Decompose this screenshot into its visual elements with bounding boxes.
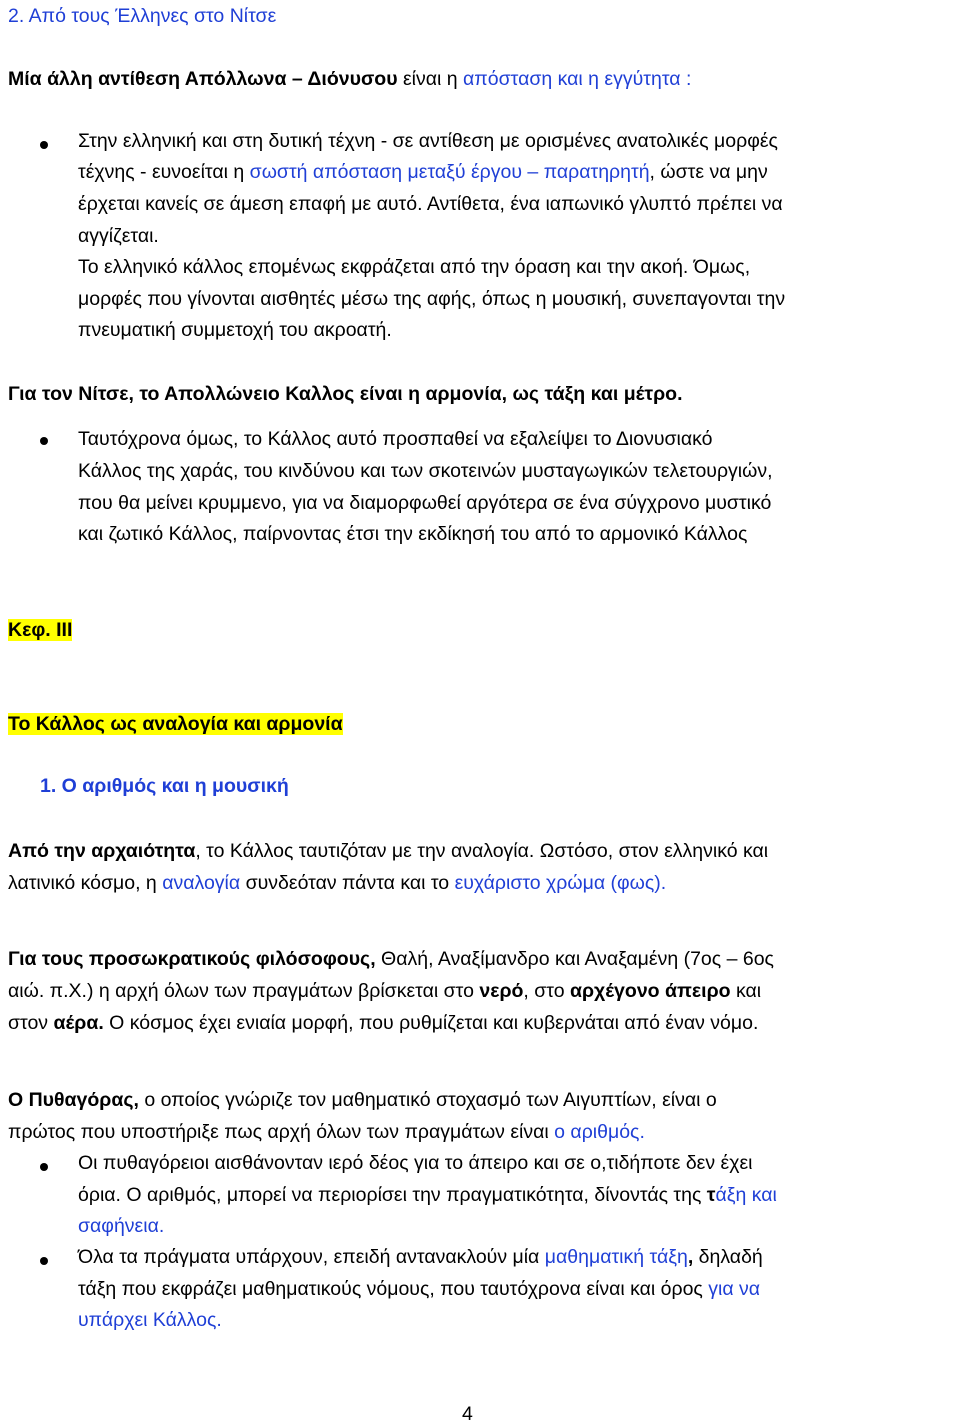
para1-line2 xyxy=(8,869,666,897)
bullet3-l2-a: όρια. Ο αριθμός, μπορεί να περιορίσει την πραγματικότητα, δίνοντάς της xyxy=(78,1184,707,1206)
para1-l2-c: συνδεόταν πάντα και το xyxy=(240,872,455,894)
para3-bold: Ο Πυθαγόρας, xyxy=(8,1089,139,1111)
bullet1-line4: αγγίζεται. xyxy=(78,225,159,247)
bullet1-line7: πνευματική συμμετοχή του ακροατή. xyxy=(78,319,392,341)
chapter-label xyxy=(8,616,72,644)
para2-l2-d: αρχέγονο άπειρο xyxy=(569,980,731,1002)
para1-l2-b: αναλογία xyxy=(162,872,241,894)
bullet3-l2-c: άξη και xyxy=(715,1184,777,1206)
bullet1-l2-a: τέχνης - ευνοείται η xyxy=(78,161,250,183)
bullet4-l1-a: Όλα τα πράγματα υπάρχουν, επειδή αντανακλούν μία xyxy=(78,1246,545,1268)
page-number: 4 xyxy=(462,1403,473,1425)
bullet4-line1 xyxy=(78,1243,763,1271)
bullet1-line1: Στην ελληνική και στη δυτική τέχνη - σε αντίθεση με ορισμένες ανατολικές μορφές xyxy=(78,130,778,152)
bullet4-line3: υπάρχει Κάλλος. xyxy=(78,1309,222,1331)
bullet4-line2 xyxy=(78,1275,760,1303)
para1-l2-a: λατινικό κόσμο, η xyxy=(8,872,163,894)
intro-lead: Μία άλλη αντίθεση Απόλλωνα – Διόνυσου xyxy=(8,68,398,90)
bullet2-line4: και ζωτικό Κάλλος, παίρνοντας έτσι την εκδίκησή του από το αρμονικό Κάλλος xyxy=(78,523,748,545)
para2-l2-b: νερό xyxy=(479,980,524,1002)
chapter-text: Κεφ. ΙΙΙ xyxy=(8,619,73,641)
para2-l3-b: αέρα. xyxy=(53,1012,104,1034)
para2-l2-a: αιώ. π.Χ.) η αρχή όλων των πραγμάτων βρίσκεται στο xyxy=(8,980,480,1002)
para1-line1 xyxy=(8,837,768,865)
intro-middle: είναι η xyxy=(397,68,464,90)
para2-l2-c: , στο xyxy=(523,980,570,1002)
bullet4-l1-b: μαθηματική τάξη xyxy=(544,1246,688,1268)
para3-l2-a: πρώτος που υποστήριξε πως αρχή όλων των πραγμάτων είναι xyxy=(8,1121,555,1143)
para2-line3 xyxy=(8,1009,758,1037)
bullet4-l1-d: δηλαδή xyxy=(693,1246,763,1268)
para2-line1 xyxy=(8,945,774,973)
para2-bold1: Για τους προσωκρατικούς φιλόσοφους, xyxy=(8,948,376,970)
bullet1-l2-b: σωστή απόσταση μεταξύ έργου – παρατηρητή xyxy=(249,161,650,183)
para3-l2-b: ο αριθμός. xyxy=(554,1121,645,1143)
bullet3-line2 xyxy=(78,1181,777,1209)
bullet4-l2-a: τάξη που εκφράζει μαθηματικούς νόμους, που ταυτόχρονα είναι και όρος xyxy=(78,1278,709,1300)
para2-l3-a: στον xyxy=(8,1012,54,1034)
bullet1-line6: μορφές που γίνονται αισθητές μέσω της αφής, όπως η μουσική, συνεπαγονται την xyxy=(78,288,786,310)
para3-t1: ο οποίος γνώριζε τον μαθηματικό στοχασμό των Αιγυπτίων, είναι ο xyxy=(138,1089,717,1111)
bullet-marker xyxy=(40,1163,48,1171)
bullet2-line2: Κάλλος της χαράς, του κινδύνου και των σκοτεινών μυσταγωγικών τελετουργιών, xyxy=(78,460,773,482)
bullet-marker xyxy=(40,437,48,445)
bullet3-l2-b: τ xyxy=(706,1184,716,1206)
bullet3-line3: σαφήνεια. xyxy=(78,1215,165,1237)
para3-line1 xyxy=(8,1086,717,1114)
nietzsche-line: Για τον Νίτσε, το Απολλώνειο Καλλος είναι η αρμονία, ως τάξη και μέτρο. xyxy=(8,383,683,405)
bullet1-line5: Το ελληνικό κάλλος επομένως εκφράζεται από την όραση και την ακοή. Όμως, xyxy=(78,256,751,278)
bullet-marker xyxy=(40,141,48,149)
section-heading: 2. Από τους Έλληνες στο Νίτσε xyxy=(8,5,277,27)
bullet2-line1: Ταυτόχρονα όμως, το Κάλλος αυτό προσπαθεί να εξαλείψει το Διονυσιακό xyxy=(78,428,713,450)
bullet3-line1: Οι πυθαγόρειοι αισθάνονταν ιερό δέος για το άπειρο και σε ο,τιδήποτε δεν έχει xyxy=(78,1152,753,1174)
para1-bold: Από την αρχαιότητα xyxy=(8,840,196,862)
intro-line xyxy=(8,65,691,93)
para2-l3-c: Ο κόσμος έχει ενιαία μορφή, που ρυθμίζεται και κυβερνάται από έναν νόμο. xyxy=(103,1012,759,1034)
para2-l2-e: και xyxy=(730,980,762,1002)
bullet2-line3: που θα μείνει κρυμμενο, για να διαμορφωθεί αργότερα σε ένα σύγχρονο μυστικό xyxy=(78,492,772,514)
chapter-title xyxy=(8,710,343,738)
bullet1-l2-c: , ώστε να μην xyxy=(649,161,768,183)
bullet-marker xyxy=(40,1257,48,1265)
bullet4-l1-c: , xyxy=(687,1246,694,1268)
intro-highlight: απόσταση και η εγγύτητα : xyxy=(463,68,692,90)
subsection-heading: 1. Ο αριθμός και η μουσική xyxy=(40,775,289,797)
para2-t1: Θαλή, Αναξίμανδρο και Αναξαμένη (7ος – 6ος xyxy=(375,948,774,970)
para1-t1: , το Κάλλος ταυτιζόταν με την αναλογία. Ωστόσο, στον ελληνικό και xyxy=(195,840,769,862)
para3-line2 xyxy=(8,1118,645,1146)
para2-line2 xyxy=(8,977,761,1005)
bullet1-line3: έρχεται κανείς σε άμεση επαφή με αυτό. Αντίθετα, ένα ιαπωνικό γλυπτό πρέπει να xyxy=(78,193,783,215)
bullet4-l2-b: για να xyxy=(708,1278,761,1300)
bullet1-line2 xyxy=(78,158,768,186)
chapter-title-text: Το Κάλλος ως αναλογία και αρμονία xyxy=(8,713,343,735)
para1-l2-d: ευχάριστο χρώμα (φως). xyxy=(454,872,667,894)
